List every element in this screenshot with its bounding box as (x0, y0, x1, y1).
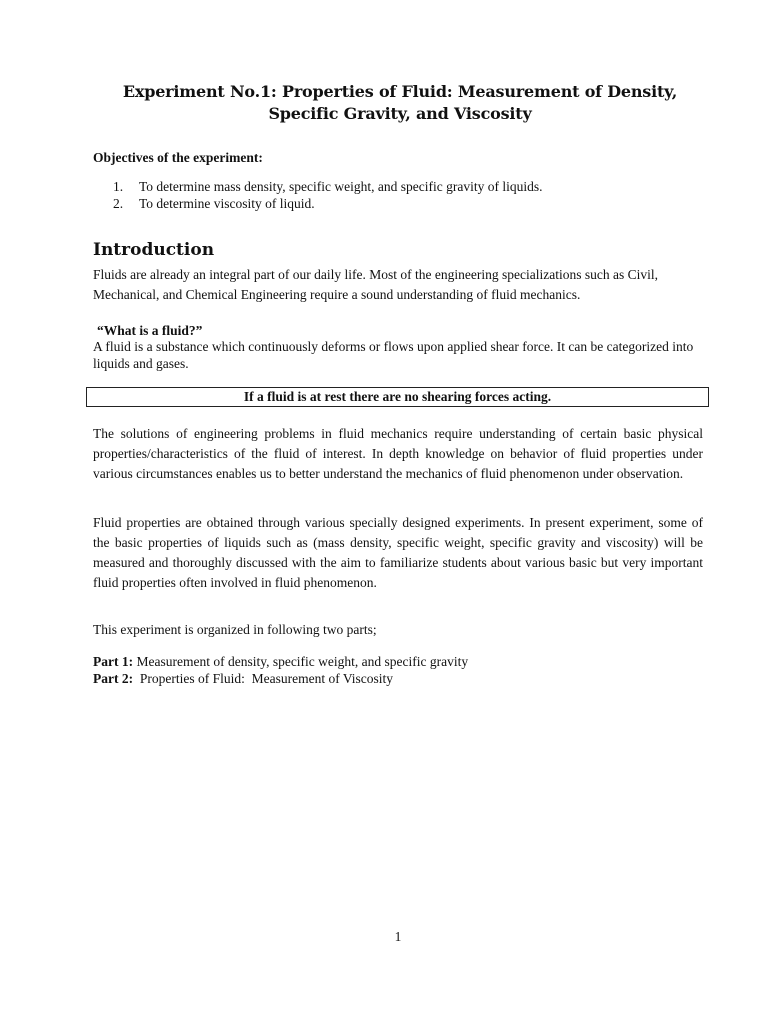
list-item-text: To determine mass density, specific weight, and specific gravity of liquids. (139, 179, 543, 194)
intro-paragraph: Fluids are already an integral part of our daily life. Most of the engineering specializations such as Civil, Mechanical, and Chemical Engineering require a sound understanding of fluid mechanics. (93, 267, 658, 302)
list-item (113, 178, 542, 195)
list-item (93, 670, 468, 687)
list-item (93, 653, 468, 670)
organization-paragraph: This experiment is organized in following two parts; (93, 622, 377, 637)
question-heading: “What is a fluid?” (97, 323, 203, 338)
parts-list (93, 653, 468, 687)
page-title: Experiment No.1: Properties of Fluid: Measurement of Density, Specific Gravity, and Viscosity (122, 82, 678, 123)
part-text: Measurement of density, specific weight, and specific gravity (133, 654, 469, 669)
list-item-number: 2. (113, 196, 124, 211)
part-label: Part 1: (93, 654, 134, 669)
body-paragraph: The solutions of engineering problems in fluid mechanics require understanding of certain basic physical properties/characteristics of the fluid of interest. In depth knowledge on behavior of fluid properties under various circumstances enables us to better understand the mechanics of fluid phenomenon under observation. (93, 426, 703, 481)
body-paragraph: Fluid properties are obtained through various specially designed experiments. In present experiment, some of the basic properties of liquids such as (mass density, specific weight, specific gravity and viscosity) will be measured and thoroughly discussed with the aim to familiarize students about various basic but very important fluid properties often involved in fluid phenomenon. (93, 515, 703, 590)
objectives-list (113, 178, 542, 212)
list-item-number: 1. (113, 179, 124, 194)
list-item (113, 195, 542, 212)
introduction-heading: Introduction (93, 240, 215, 260)
part-text: Properties of Fluid: Measurement of Viscosity (133, 671, 394, 686)
page-number: 1 (394, 929, 402, 944)
list-item-text: To determine viscosity of liquid. (139, 196, 315, 211)
fluid-definition: A fluid is a substance which continuously deforms or flows upon applied shear force. It can be categorized into liquids and gases. (93, 339, 694, 371)
objectives-heading: Objectives of the experiment: (93, 150, 263, 165)
callout-box: If a fluid is at rest there are no shearing forces acting. (86, 387, 709, 407)
part-label: Part 2: (93, 671, 134, 686)
